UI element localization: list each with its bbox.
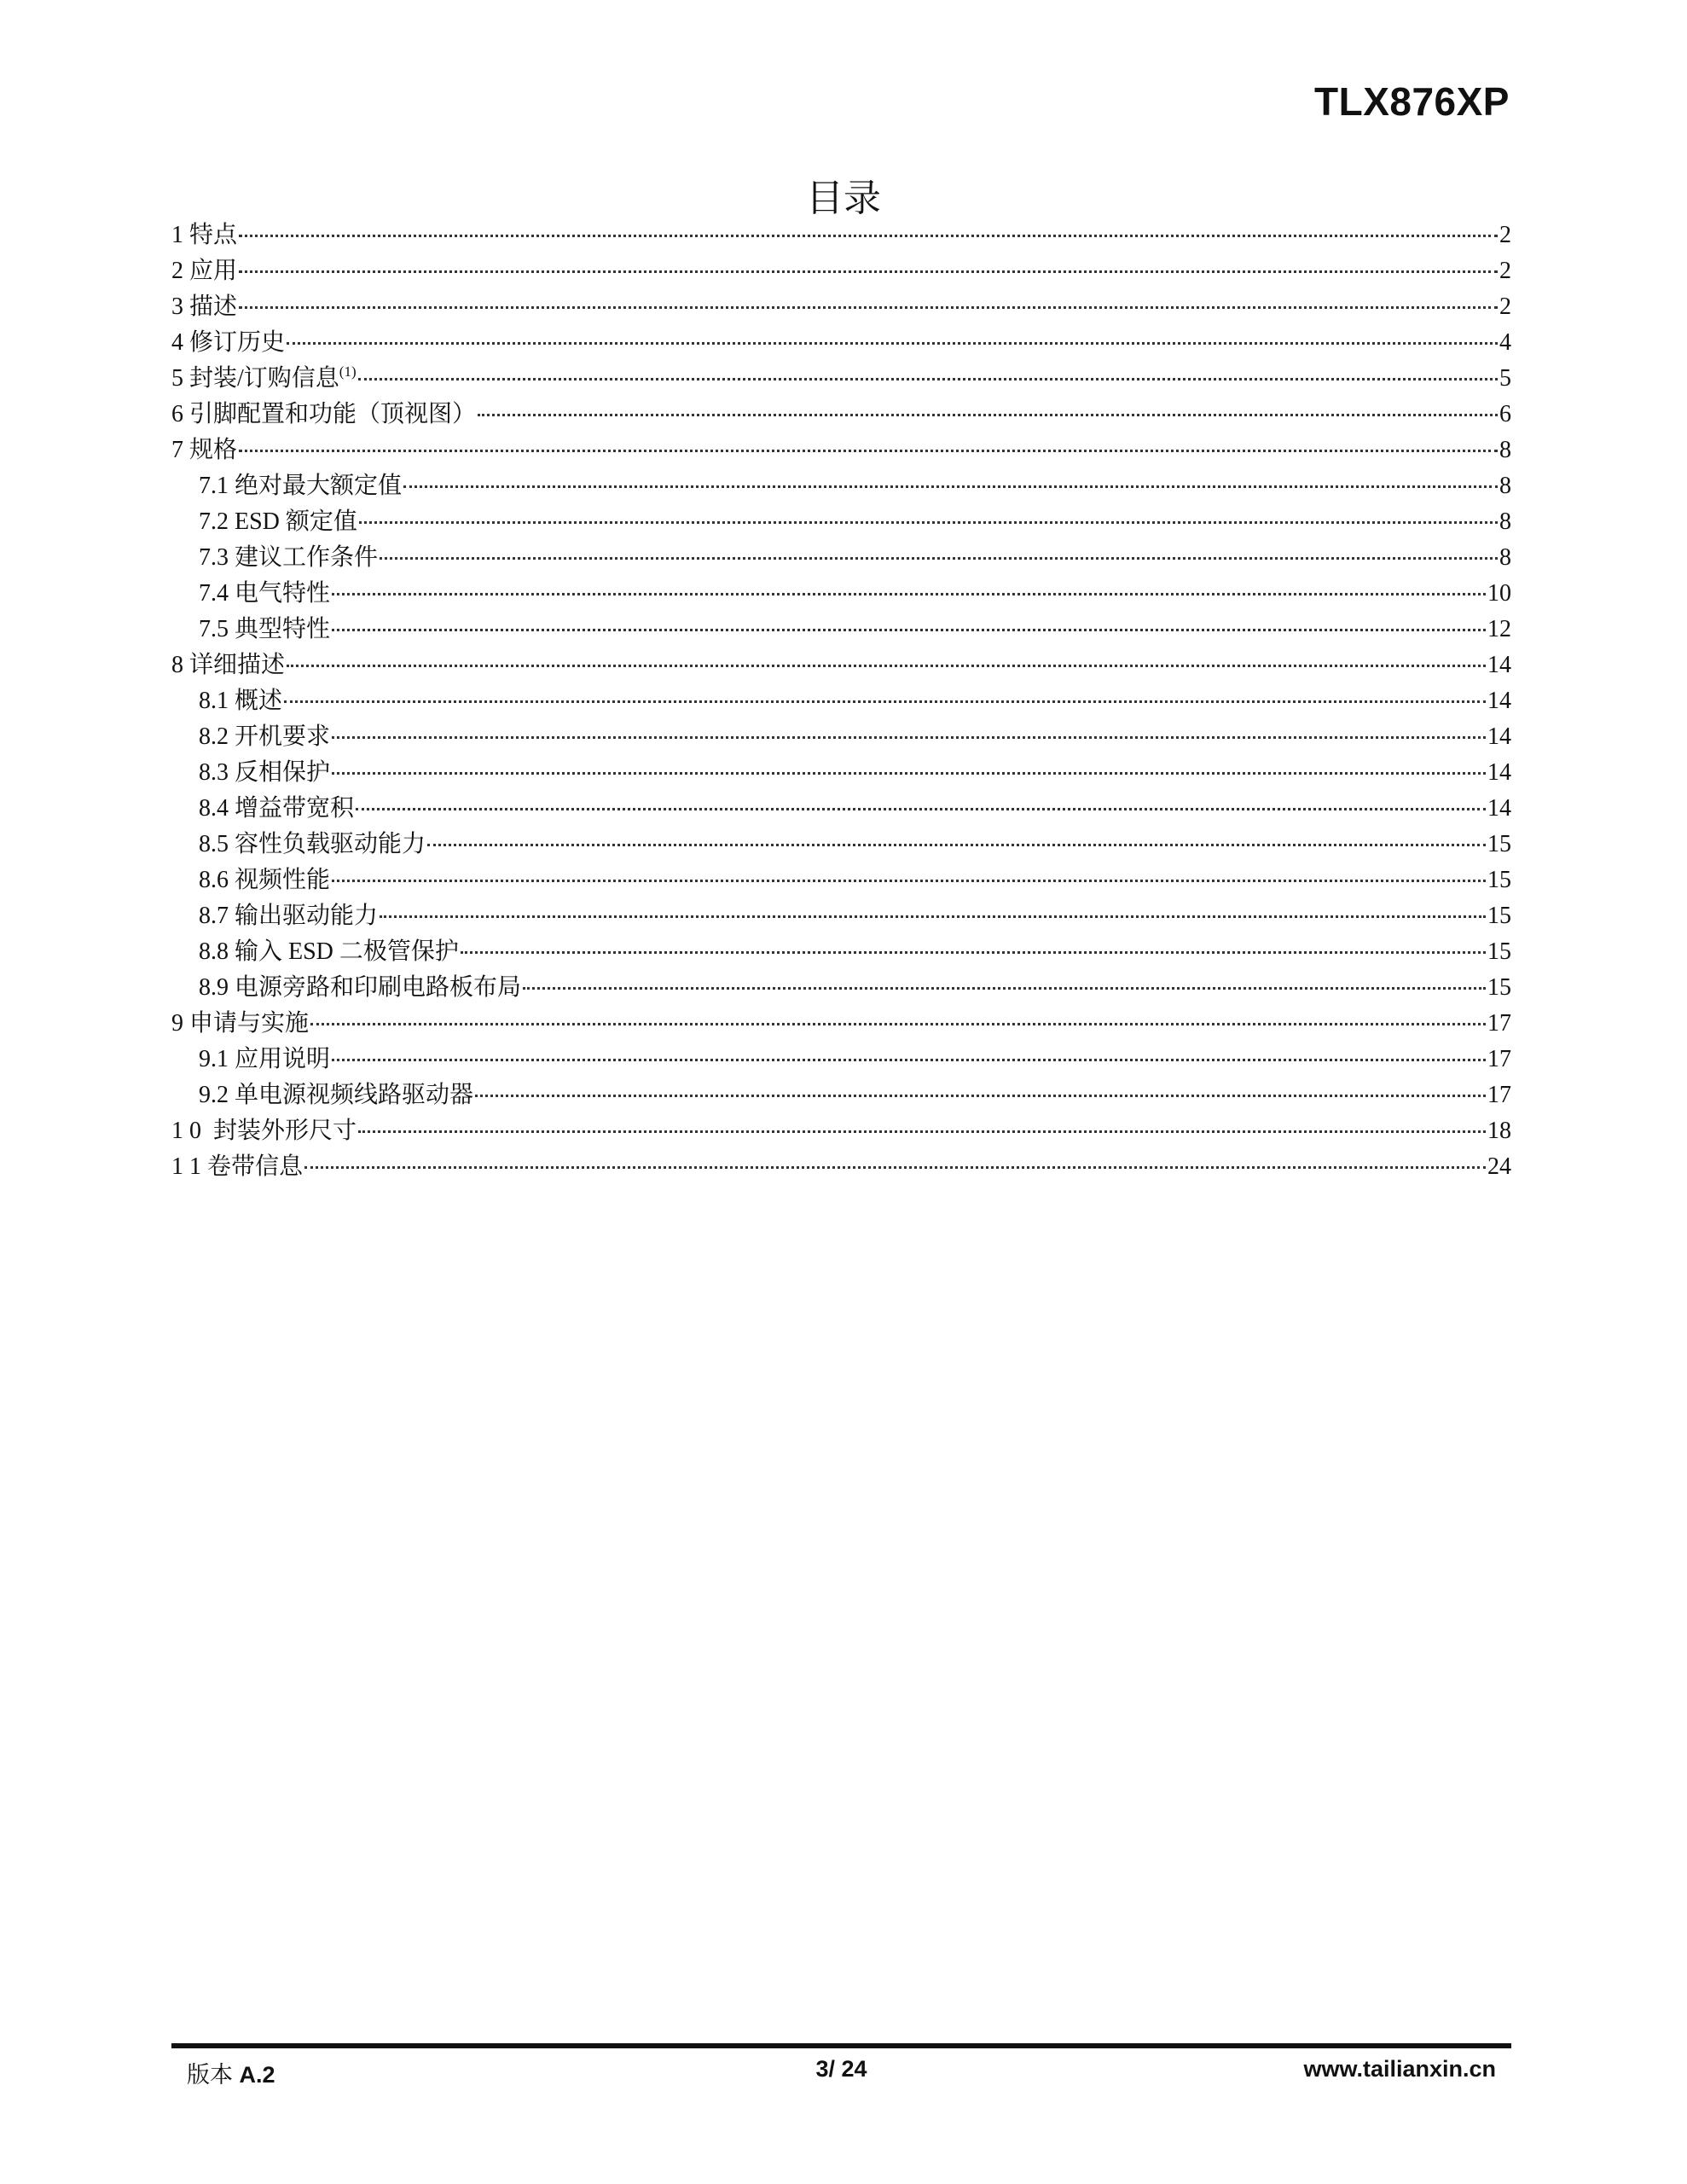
toc-dot-leader xyxy=(287,342,1498,345)
toc-dot-leader xyxy=(358,378,1498,380)
toc-entry-label-text: 单电源视频线路驱动器 xyxy=(235,1082,474,1108)
toc-entry-label xyxy=(235,1042,330,1077)
toc-entry-label xyxy=(235,683,282,719)
toc-entry-page-number: 12 xyxy=(1487,616,1511,642)
toc-entry-page-number: 17 xyxy=(1487,1010,1511,1037)
toc-entry-number: 8.9 xyxy=(199,974,229,1001)
toc-entry-label xyxy=(189,397,476,433)
toc-entry[interactable] xyxy=(171,791,1511,827)
toc-entry[interactable] xyxy=(171,540,1511,576)
toc-dot-leader xyxy=(239,450,1498,452)
toc-dot-leader xyxy=(356,808,1486,810)
toc-entry-number: 8.1 xyxy=(199,688,229,714)
toc-entry-number: 8.2 xyxy=(199,723,229,750)
toc-entry-label-text: 增益带宽积 xyxy=(235,795,355,822)
toc-dot-leader xyxy=(332,736,1486,739)
toc-dot-leader xyxy=(358,1130,1486,1133)
toc-dot-leader xyxy=(461,951,1486,954)
toc-entry-page-number: 15 xyxy=(1487,903,1511,929)
toc-entry-label-text: 规格 xyxy=(189,437,238,463)
toc-entry-label-text: 卷带信息 xyxy=(207,1153,304,1180)
toc-entry-label xyxy=(189,289,237,325)
toc-entry-label-text: 电源旁路和印刷电路板布局 xyxy=(235,974,522,1001)
toc-entry-page-number: 8 xyxy=(1499,508,1511,535)
toc-entry[interactable] xyxy=(171,898,1511,934)
toc-entry-number: 4 xyxy=(171,329,183,356)
toc-entry-number: 7.4 xyxy=(199,580,229,607)
toc-entry-label xyxy=(189,433,237,468)
toc-entry-label xyxy=(235,755,330,791)
toc-entry[interactable] xyxy=(171,1006,1511,1042)
toc-entry-label xyxy=(235,504,357,540)
toc-entry-label-text: 典型特性 xyxy=(235,616,331,642)
toc-dot-leader xyxy=(359,521,1498,524)
toc-entry-number: 8.6 xyxy=(199,867,229,893)
toc-entry[interactable] xyxy=(171,648,1511,683)
toc-dot-leader xyxy=(239,270,1498,273)
toc-entry-page-number: 24 xyxy=(1487,1153,1511,1180)
toc-entry-page-number: 17 xyxy=(1487,1082,1511,1108)
toc-entry-page-number: 14 xyxy=(1487,795,1511,822)
toc-entry-label xyxy=(189,1006,309,1042)
toc-entry-footnote-ref: (1) xyxy=(339,363,357,380)
toc-dot-leader xyxy=(239,306,1498,309)
page-footer xyxy=(171,2056,1511,2090)
toc-dot-leader xyxy=(380,915,1486,918)
toc-entry[interactable] xyxy=(171,1113,1511,1149)
toc-entry[interactable] xyxy=(171,1077,1511,1113)
toc-entry-label xyxy=(235,827,426,863)
toc-entry-label xyxy=(235,468,402,504)
toc-entry-number: 1 0 xyxy=(171,1118,201,1144)
toc-entry-label-text: 描述 xyxy=(189,293,238,320)
toc-entry-number: 7 xyxy=(171,437,183,463)
toc-dot-leader xyxy=(287,665,1486,667)
toc-entry-label-text: 输入 ESD 二极管保护 xyxy=(235,938,459,965)
toc-entry-page-number: 2 xyxy=(1499,293,1511,320)
toc-entry-label-text: 电气特性 xyxy=(235,580,331,607)
toc-entry-number: 6 xyxy=(171,401,183,427)
toc-entry[interactable] xyxy=(171,504,1511,540)
toc-entry-page-number: 14 xyxy=(1487,688,1511,714)
toc-entry-label-text: 应用说明 xyxy=(235,1046,331,1072)
footer-website[interactable]: www.tailianxin.cn xyxy=(1303,2056,1496,2082)
toc-entry-page-number: 8 xyxy=(1499,473,1511,499)
toc-entry-number: 1 1 xyxy=(171,1153,201,1180)
toc-entry-page-number: 5 xyxy=(1499,365,1511,392)
toc-entry-label xyxy=(207,1113,357,1149)
toc-entry-number: 9.2 xyxy=(199,1082,229,1108)
toc-entry-number: 7.5 xyxy=(199,616,229,642)
toc-entry-label-text: 详细描述 xyxy=(189,652,286,678)
toc-dot-leader xyxy=(403,485,1498,488)
toc-entry-number: 8.3 xyxy=(199,759,229,786)
toc-dot-leader xyxy=(332,772,1486,775)
toc-entry-label xyxy=(207,1149,303,1185)
toc-entry-page-number: 17 xyxy=(1487,1046,1511,1072)
toc-entry[interactable] xyxy=(171,397,1511,433)
toc-entry-page-number: 15 xyxy=(1487,938,1511,965)
toc-entry-page-number: 15 xyxy=(1487,867,1511,893)
toc-entry-page-number: 14 xyxy=(1487,652,1511,678)
toc-entry-label-text: 视频性能 xyxy=(235,867,331,893)
toc-entry-label-text: 封装/订购信息 xyxy=(189,365,339,392)
toc-entry[interactable] xyxy=(171,612,1511,648)
toc-entry-page-number: 6 xyxy=(1499,401,1511,427)
toc-title: 目录 xyxy=(806,177,881,220)
toc-entry-page-number: 8 xyxy=(1499,544,1511,571)
toc-entry-label-text: 引脚配置和功能（顶视图） xyxy=(189,401,477,427)
toc-entry-number: 2 xyxy=(171,258,183,284)
toc-entry-label-text: 修订历史 xyxy=(189,329,286,356)
toc-entry-page-number: 14 xyxy=(1487,759,1511,786)
toc-entry-label xyxy=(189,253,237,289)
toc-dot-leader xyxy=(478,414,1498,416)
toc-entry-number: 3 xyxy=(171,293,183,320)
toc-entry-label-text: 容性负载驱动能力 xyxy=(235,831,426,857)
toc-entry-number: 1 xyxy=(171,222,183,248)
toc-entry-label-text: 输出驱动能力 xyxy=(235,903,379,929)
toc-entry-number: 8.8 xyxy=(199,938,229,965)
toc-entry[interactable] xyxy=(171,970,1511,1006)
toc-entry-label xyxy=(235,970,521,1006)
toc-entry-label xyxy=(235,863,330,898)
toc-entry-label-text: 应用 xyxy=(189,258,238,284)
toc-entry[interactable] xyxy=(171,289,1511,325)
toc-entry[interactable] xyxy=(171,576,1511,612)
toc-entry-page-number: 15 xyxy=(1487,831,1511,857)
table-of-contents xyxy=(171,218,1511,1185)
toc-entry-page-number: 2 xyxy=(1499,222,1511,248)
toc-dot-leader xyxy=(332,880,1486,882)
toc-entry-label xyxy=(235,576,330,612)
toc-entry-page-number: 18 xyxy=(1487,1118,1511,1144)
toc-entry-page-number: 8 xyxy=(1499,437,1511,463)
toc-entry-label xyxy=(189,361,357,397)
toc-entry-label-text: 反相保护 xyxy=(235,759,331,786)
toc-entry[interactable] xyxy=(171,1149,1511,1185)
toc-entry-label xyxy=(235,719,330,755)
toc-entry[interactable] xyxy=(171,361,1511,397)
toc-entry-number: 7.2 xyxy=(199,508,229,535)
toc-dot-leader xyxy=(427,844,1486,846)
toc-entry[interactable] xyxy=(171,827,1511,863)
toc-entry-label-text: 封装外形尺寸 xyxy=(207,1118,357,1144)
toc-entry[interactable] xyxy=(171,433,1511,468)
toc-entry-number: 7.3 xyxy=(199,544,229,571)
toc-entry-page-number: 4 xyxy=(1499,329,1511,356)
toc-entry-number: 8.4 xyxy=(199,795,229,822)
document-part-number: TLX876XP xyxy=(1314,79,1510,124)
toc-entry[interactable] xyxy=(171,719,1511,755)
toc-entry-number: 8.5 xyxy=(199,831,229,857)
toc-entry-page-number: 15 xyxy=(1487,974,1511,1001)
toc-entry-number: 9.1 xyxy=(199,1046,229,1072)
toc-entry-label xyxy=(235,898,378,934)
toc-entry-number: 9 xyxy=(171,1010,183,1037)
toc-entry-label xyxy=(235,1077,473,1113)
footer-version-label: 版本 xyxy=(187,2062,233,2088)
toc-entry-number: 5 xyxy=(171,365,183,392)
toc-entry-number: 8 xyxy=(171,652,183,678)
toc-entry[interactable] xyxy=(171,755,1511,791)
toc-entry[interactable] xyxy=(171,1042,1511,1077)
toc-entry[interactable] xyxy=(171,934,1511,970)
footer-divider xyxy=(171,2043,1511,2048)
toc-dot-leader xyxy=(332,593,1486,595)
toc-entry-label-text: ESD 额定值 xyxy=(235,508,357,535)
toc-dot-leader xyxy=(332,1059,1486,1061)
toc-entry-label-text: 绝对最大额定值 xyxy=(235,473,403,499)
toc-entry-label xyxy=(235,791,354,827)
toc-entry[interactable] xyxy=(171,863,1511,898)
toc-entry-label xyxy=(235,934,459,970)
toc-dot-leader xyxy=(523,987,1486,990)
toc-entry-label xyxy=(189,648,285,683)
toc-entry-page-number: 14 xyxy=(1487,723,1511,750)
toc-dot-leader xyxy=(284,700,1486,703)
toc-entry-label xyxy=(235,612,330,648)
toc-entry[interactable] xyxy=(171,683,1511,719)
toc-dot-leader xyxy=(475,1095,1486,1097)
toc-entry-page-number: 2 xyxy=(1499,258,1511,284)
toc-dot-leader xyxy=(239,235,1498,237)
toc-entry-label-text: 申请与实施 xyxy=(189,1010,310,1037)
toc-entry-label xyxy=(189,218,237,253)
toc-entry-label-text: 特点 xyxy=(189,222,238,248)
toc-entry-label-text: 开机要求 xyxy=(235,723,331,750)
footer-version-value: A.2 xyxy=(239,2062,275,2088)
toc-entry-label xyxy=(235,540,378,576)
toc-entry-label xyxy=(189,325,285,361)
toc-entry-page-number: 10 xyxy=(1487,580,1511,607)
toc-entry-label-text: 建议工作条件 xyxy=(235,544,379,571)
footer-page-indicator: 3/ 24 xyxy=(815,2056,867,2082)
toc-entry[interactable] xyxy=(171,468,1511,504)
toc-entry-label-text: 概述 xyxy=(235,688,283,714)
toc-entry[interactable] xyxy=(171,253,1511,289)
toc-dot-leader xyxy=(380,557,1498,560)
toc-dot-leader xyxy=(310,1023,1486,1025)
toc-entry[interactable] xyxy=(171,325,1511,361)
toc-entry-number: 7.1 xyxy=(199,473,229,499)
toc-dot-leader xyxy=(332,629,1486,631)
toc-dot-leader xyxy=(304,1166,1486,1169)
toc-entry[interactable] xyxy=(171,218,1511,253)
toc-entry-number: 8.7 xyxy=(199,903,229,929)
